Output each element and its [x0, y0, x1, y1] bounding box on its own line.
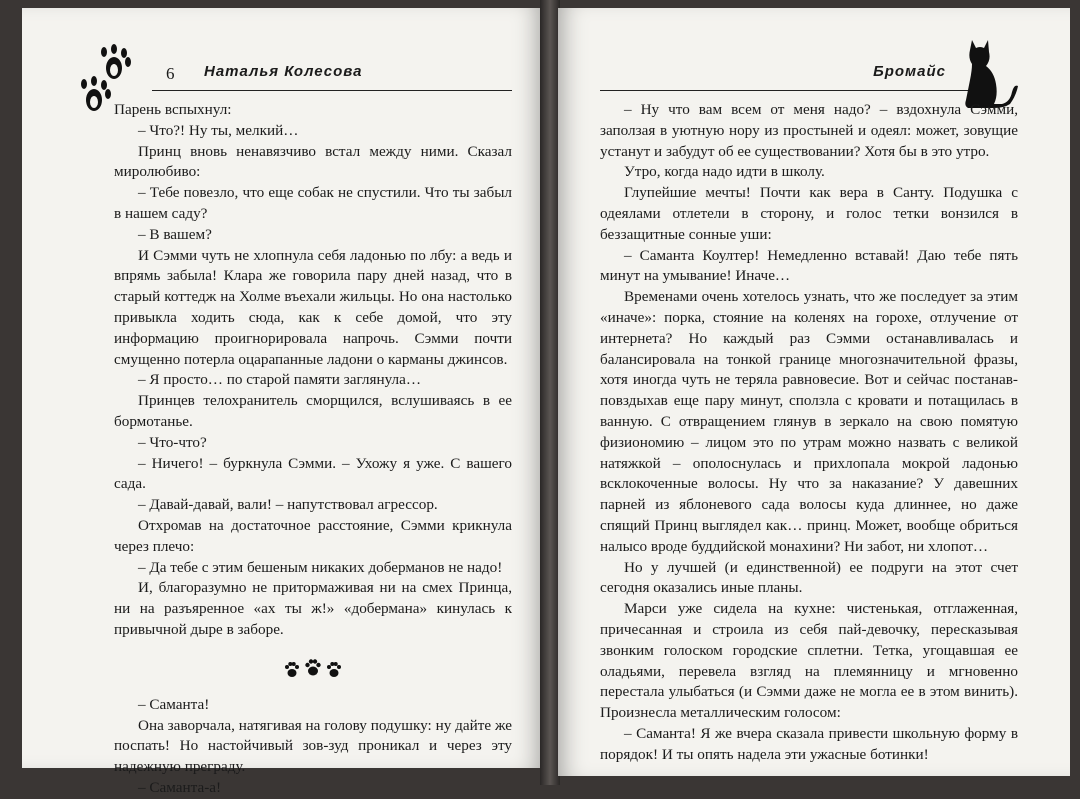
paragraph: – Что?! Ну ты, мелкий…	[138, 121, 299, 139]
paragraph: – Саманта Коултер! Немедленно вставай! Даю тебе пять минут на умывание! Иначе…	[600, 246, 1018, 285]
paragraph: – Ничего! – буркнула Сэмми. – Ухожу я уже. С вашего сада.	[114, 454, 512, 493]
cat-silhouette-icon	[958, 34, 1020, 108]
paragraph: – В вашем?	[138, 225, 212, 243]
paragraph: – Да тебе с этим бешеным никаких доберманов не надо!	[138, 558, 503, 576]
section-break	[114, 657, 512, 683]
paragraph: – Что-что?	[138, 433, 207, 451]
running-head	[600, 60, 990, 91]
paragraph: Временами очень хотелось узнать, что же последует за этим «иначе»: порка, стояние на коленях на горохе, отлучение от интернета? Но каждый раз Сэмми останавливалась и балансировала на тонкой границе многозначительной фразы, хотя иногда чуть не теряла равновесие. Вот и сейчас постанав-повздыхав еще пару минут, сползла с кровати и потащилась в ванную. С отвращением глянув в зеркало на свою помятую физиономию – лицом это по утрам можно назвать с великой натяжкой – ополоснулась и прихлопала мокрой ладонью всклокоченные волосы. Ну что за наказание? У давешних парней из яблоневого сада волосы куда длиннее, но даже спящий Принц выглядел как… принц. Может, вообще обриться налысо вроде буддийской монахини? Ни забот, ни хлопот…	[600, 288, 1018, 555]
paragraph: – Тебе повезло, что еще собак не спустили. Что ты забыл в нашем саду?	[114, 184, 512, 222]
author-name: Наталья Колесова	[204, 63, 363, 80]
paragraph: – Саманта!	[138, 695, 210, 713]
book-title: Бромайс	[873, 63, 946, 80]
paragraph: – Саманта! Я же вчера сказала привести школьную форму в порядок! И ты опять надела эти ужасные ботинки!	[600, 724, 1018, 763]
paragraph: Отхромав на достаточное расстояние, Сэмми крикнула через плечо:	[114, 516, 512, 555]
right-page-text	[600, 100, 1018, 766]
book-spine	[540, 0, 560, 785]
page-number: 6	[166, 64, 175, 83]
paragraph: – Ну что вам всем от меня надо? – вздохнула Сэмми, заползая в уютную нору из простыней и одеял: может, зовущие устанут и забудут об ее существовании? Хотя бы в это утро.	[600, 101, 1018, 160]
paragraph: Она заворчала, натягивая на голову подушку: ну дайте же поспать! Но настойчивый зов-зуд проникал и через эту надежную преграду.	[114, 716, 512, 776]
left-page-text	[114, 100, 512, 799]
paragraph: – Саманта-а!	[138, 778, 222, 796]
paragraph: – Я просто… по старой памяти заглянула…	[138, 371, 422, 389]
paragraph: И, благоразумно не притормаживая ни на смех Принца, ни на разъяренное «ах ты ж!» «добермана» кинулась к привычной дыре в заборе.	[114, 579, 512, 638]
right-page	[558, 8, 1070, 776]
paragraph: Утро, когда надо идти в школу.	[624, 163, 825, 181]
paragraph: И Сэмми чуть не хлопнула себя ладонью по лбу: а ведь и впрямь забыла! Клара же говорила пару дней назад, что в старый коттедж на Холме въехали жильцы. Но она настолько привыкла ходить сюда, как к себе домой, что эту информацию проигнорировала напрочь. Сэмми почти смущенно потерла оцарапанные ладони о карманы джинсов.	[114, 246, 512, 368]
paw-separator-icon	[282, 657, 344, 679]
paragraph: – Давай-давай, вали! – напутствовал агрессор.	[138, 496, 438, 514]
paragraph: Но у лучшей (и единственной) ее подруги на этот счет сегодня оказались иные планы.	[600, 558, 1018, 597]
paragraph: Принцев телохранитель сморщился, вслушиваясь в ее бормотанье.	[114, 392, 512, 430]
paragraph: Парень вспыхнул:	[114, 101, 232, 118]
paragraph: Марси уже сидела на кухне: чистенькая, отглаженная, причесанная и строила из себя пай-девочку, пересказывая звонким голоском городские сплетни. Тетка, угощавшая ее оладьями, перевела взгляд на племянницу и мгновенно перестала улыбаться (и Сэмми даже не могла ее в этом винить). Произнесла металлическим голосом:	[600, 600, 1018, 722]
running-head	[152, 60, 512, 91]
paragraph: Глупейшие мечты! Почти как вера в Санту. Подушка с одеялами отлетели в сторону, и голос тетки вонзился в беззащитные сонные уши:	[600, 184, 1018, 243]
left-page	[22, 8, 542, 796]
paragraph: Принц вновь ненавязчиво встал между ними. Сказал миролюбиво:	[114, 142, 512, 181]
